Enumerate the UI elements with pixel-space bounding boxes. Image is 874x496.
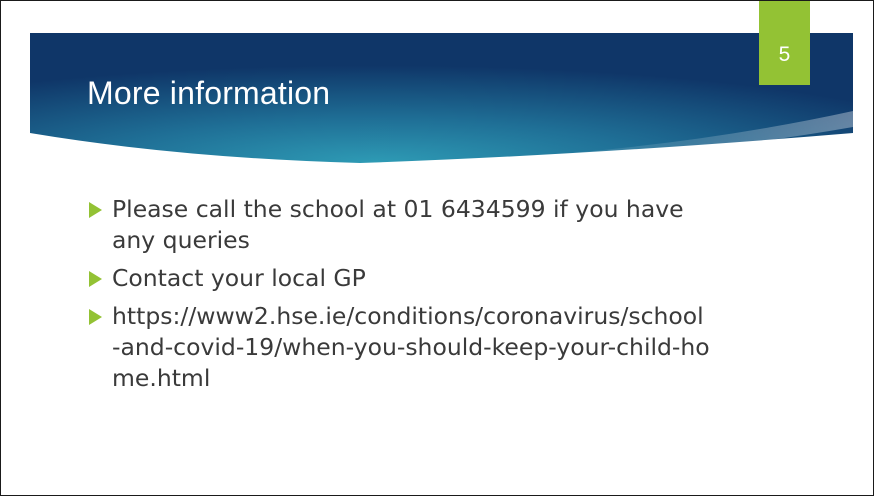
page-number-badge [759,1,810,85]
page-number: 5 [778,43,791,66]
triangle-bullet-icon [89,271,102,287]
triangle-bullet-icon [89,309,102,325]
triangle-bullet-icon [89,202,102,218]
bullet-item-hse-link[interactable] [87,301,747,394]
bullet-text: Contact your local GP [112,264,366,292]
bullet-item-contact-gp [87,263,747,294]
bullet-text: Please call the school at 01 6434599 if you have any queries [112,195,684,254]
bullet-list [87,194,747,401]
bullet-item-call-school [87,194,747,256]
hse-link[interactable]: https://www2.hse.ie/conditions/coronavirus/school-and-covid-19/when-you-should-keep-your-child-home.html [112,302,710,392]
slide-title: More information [87,75,331,111]
